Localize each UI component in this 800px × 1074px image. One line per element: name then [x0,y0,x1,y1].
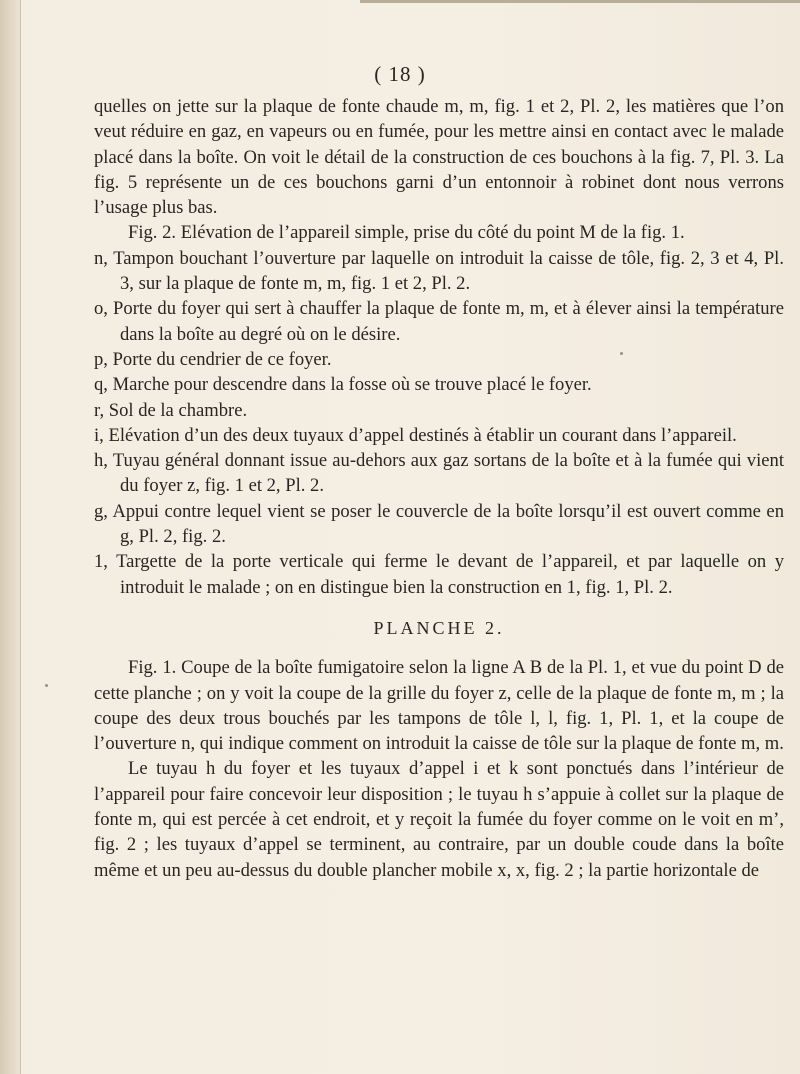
top-edge-line [360,0,800,3]
legend-item-g: g, Appui contre lequel vient se poser le couvercle de la boîte lorsqu’il est ouvert comme en g, Pl. 2, fig. 2. [94,500,784,548]
paragraph-planche2-fig1: Fig. 1. Coupe de la boîte fumigatoire selon la ligne A B de la Pl. 1, et vue du point D de cette planche ; on y voit la coupe de la grille du foyer z, celle de la plaque de fonte m, m ; la coupe des deux trous bouchés par les tampons de tôle l, l, fig. 1, Pl. 1, et la coupe de l’ouverture n, qui indique comment on introduit la caisse de tôle sur la plaque de fonte m, m. [94,657,784,755]
body-text [94,94,784,883]
paragraph-1: quelles on jette sur la plaque de fonte chaude m, m, fig. 1 et 2, Pl. 2, les matières que l’on veut réduire en gaz, en vapeurs ou en fumée, pour les mettre ainsi en contact avec le malade placé dans la boîte. On voit le détail de la construction de ces bouchons à la fig. 7, Pl. 3. La fig. 5 représente un de ces bouchons garni d’un entonnoir à robinet dont nous verrons l’usage plus bas. [94,96,784,219]
legend-item-p: p, Porte du cendrier de ce foyer. [94,348,332,370]
legend-item-i: i, Elévation d’un des deux tuyaux d’appel destinés à établir un courant dans l’appareil. [94,424,737,446]
paragraph-fig2: Fig. 2. Elévation de l’appareil simple, prise du côté du point M de la fig. 1. [128,222,685,244]
paper-speck [620,352,623,355]
paragraph-tuyau: Le tuyau h du foyer et les tuyaux d’appel i et k sont ponctués dans l’intérieur de l’appareil pour faire concevoir leur disposition ; le tuyau h s’appuie à collet sur la plaque de fonte m, qui est percée à cet endroit, et y reçoit la fumée du foyer comme on le voit en m’, fig. 2 ; les tuyaux d’appel se terminent, au contraire, par un double coude dans la boîte même et un peu au-dessus du double plancher mobile x, x, fig. 2 ; la partie horizontale de [94,758,784,881]
page-binding-edge [0,0,21,1074]
legend-item-h: h, Tuyau général donnant issue au-dehors aux gaz sortans de la boîte et à la fumée qui vient du foyer z, fig. 1 et 2, Pl. 2. [94,450,784,497]
section-heading: PLANCHE 2. [373,617,505,638]
legend-item-1: 1, Targette de la porte verticale qui ferme le devant de l’appareil, et par laquelle on y introduit le malade ; on en distingue bien la construction en 1, fig. 1, Pl. 2. [94,551,784,598]
legend-item-n: n, Tampon bouchant l’ouverture par laquelle on introduit la caisse de tôle, fig. 2, 3 et 4, Pl. 3, sur la plaque de fonte m, m, fig. 1 et 2, Pl. 2. [94,247,784,295]
legend-item-q: q, Marche pour descendre dans la fosse où se trouve placé le foyer. [94,374,592,396]
legend-item-o: o, Porte du foyer qui sert à chauffer la plaque de fonte m, m, et à élever ainsi la température dans la boîte au degré où on le désire. [94,298,784,345]
legend-item-r: r, Sol de la chambre. [94,399,248,421]
page-number: ( 18 ) [374,62,426,86]
paper-speck [45,684,48,687]
